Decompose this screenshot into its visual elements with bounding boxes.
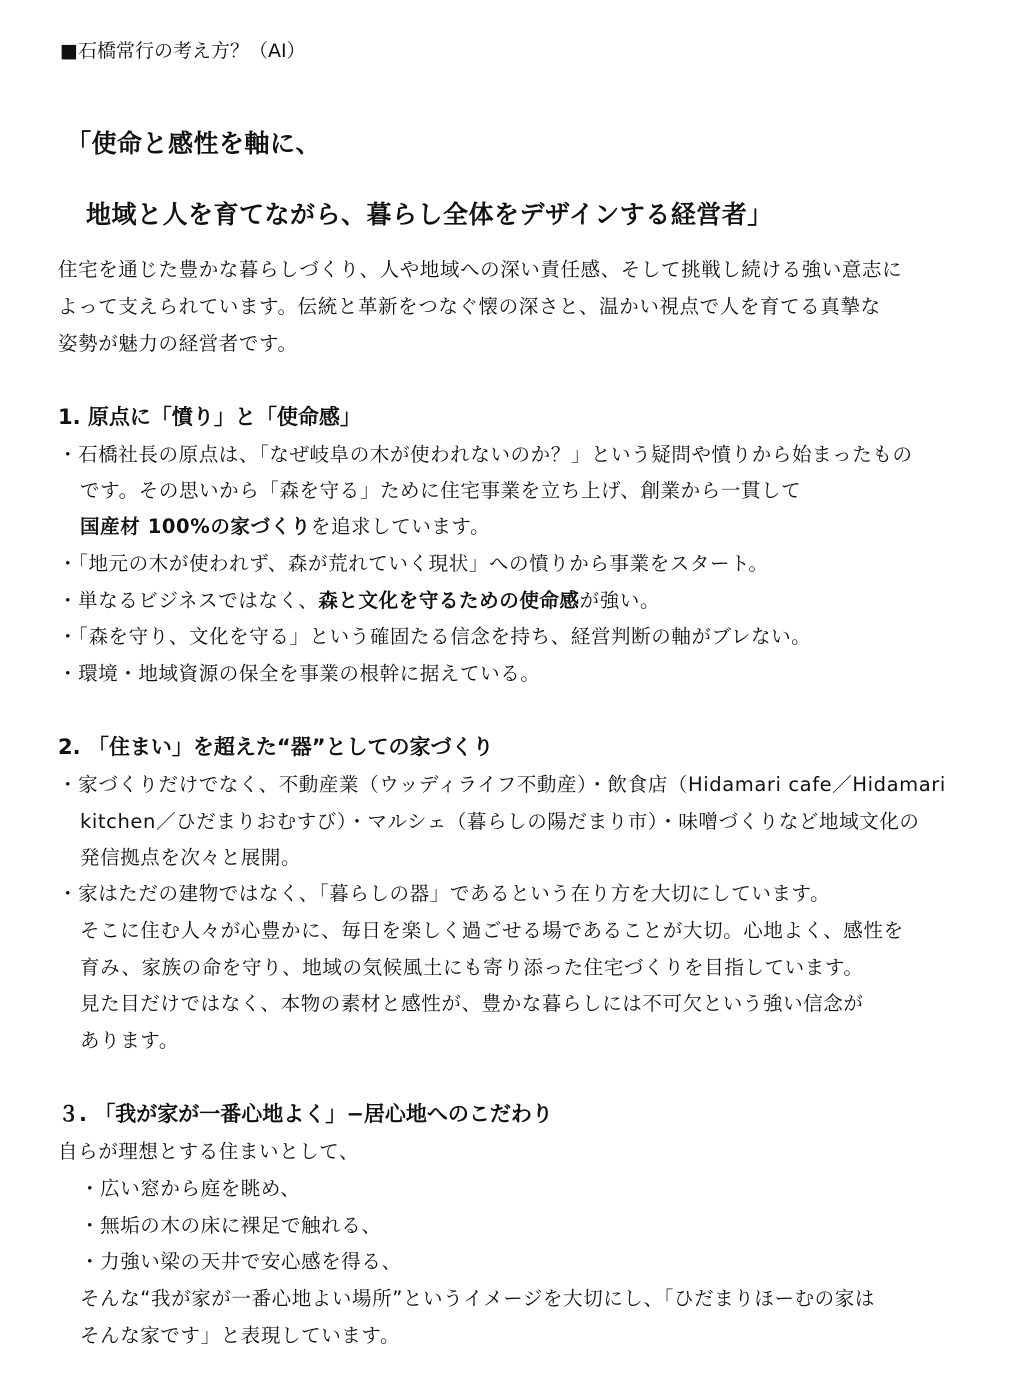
section-3-title: ３. 「我が家が一番心地よく」−居心地へのこだわり bbox=[58, 1102, 553, 1126]
section-1-bullet-4: ・「森を守り、文化を守る」という確固たる信念を持ち、経営判断の軸がブレない。 bbox=[58, 625, 812, 648]
section-2-bullet-1-line-1: ・家づくりだけでなく、不動産業（ウッディライフ不動産）・飲食店（Hidamari cafe／Hidamari bbox=[58, 773, 946, 796]
section-1-bullet-2: ・「地元の木が使われず、森が荒れていく現状」への憤りから事業をスタート。 bbox=[58, 552, 769, 575]
section-1-bullet-3 bbox=[58, 588, 660, 614]
section-3-closing-line-1: そんな“我が家が一番心地よい場所”というイメージを大切にし、「ひだまりほーむの家は bbox=[80, 1287, 875, 1310]
headline-line-2: 地域と人を育てながら、暮らし全体をデザインする経営者」 bbox=[86, 200, 773, 229]
section-1-bullet-3-post: が強い。 bbox=[579, 589, 661, 612]
section-2-bullet-1-line-3: 発信拠点を次々と展開。 bbox=[80, 846, 302, 869]
section-1-bullet-1-line-2: です。その思いから「森を守る」ために住宅事業を立ち上げ、創業から一貫して bbox=[80, 479, 802, 502]
section-1-bullet-5: ・環境・地域資源の保全を事業の根幹に据えている。 bbox=[58, 662, 541, 685]
section-1-bullet-1-line-3-rest: を追求しています。 bbox=[310, 515, 491, 538]
section-2-bullet-2-line-1: ・家はただの建物ではなく、「暮らしの器」であるという在り方を大切にしています。 bbox=[58, 882, 831, 905]
section-3-item-2: ・無垢の木の床に裸足で触れる、 bbox=[80, 1214, 382, 1237]
intro-line-1: 住宅を通じた豊かな暮らしづくり、人や地域への深い責任感、そして挑戦し続ける強い意志に bbox=[58, 258, 903, 281]
section-2-title: 2. 「住まい」を超えた“器”としての家づくり bbox=[58, 735, 494, 759]
section-2-bullet-2-line-2: そこに住む人々が心豊かに、毎日を楽しく過ごせる場であることが大切。心地よく、感性を bbox=[80, 919, 904, 942]
section-2-bullet-2-line-3: 育み、家族の命を守り、地域の気候風土にも寄り添った住宅づくりを目指しています。 bbox=[80, 956, 864, 979]
headline-line-1: 「使命と感性を軸に、 bbox=[66, 129, 322, 158]
section-3-item-1: ・広い窓から庭を眺め、 bbox=[80, 1177, 301, 1200]
section-3-lead: 自らが理想とする住まいとして、 bbox=[58, 1140, 360, 1163]
section-3-item-3: ・力強い梁の天井で安心感を得る、 bbox=[80, 1250, 402, 1273]
section-2-bullet-2-line-5: あります。 bbox=[80, 1029, 179, 1052]
bold-phrase-mission: 森と文化を守るための使命感 bbox=[318, 589, 580, 612]
section-2-bullet-1-line-2: kitchen／ひだまりおむすび）・マルシェ（暮らしの陽だまり市）・味噌づくりなど地域文化の bbox=[80, 810, 920, 833]
section-1-bullet-1-line-1: ・石橋社長の原点は、「なぜ岐阜の木が使われないのか？」という疑問や憤りから始まったもの bbox=[58, 443, 913, 466]
section-1-bullet-1-line-3 bbox=[80, 514, 490, 540]
intro-line-3: 姿勢が魅力の経営者です。 bbox=[58, 332, 298, 355]
section-1-bullet-3-pre: ・単なるビジネスではなく、 bbox=[58, 589, 319, 612]
document-header: ■石橋常行の考え方？（AI） bbox=[60, 40, 306, 62]
section-1-title: 1. 原点に「憤り」と「使命感」 bbox=[58, 405, 361, 429]
section-3-closing-line-2: そんな家です」と表現しています。 bbox=[80, 1324, 401, 1347]
intro-line-2: よって支えられています。伝統と革新をつなぐ懐の深さと、温かい視点で人を育てる真摯な bbox=[58, 295, 881, 318]
bold-phrase-domestic-wood: 国産材 100%の家づくり bbox=[80, 515, 311, 538]
section-2-bullet-2-line-4: 見た目だけではなく、本物の素材と感性が、豊かな暮らしには不可欠という強い信念が bbox=[80, 992, 864, 1015]
